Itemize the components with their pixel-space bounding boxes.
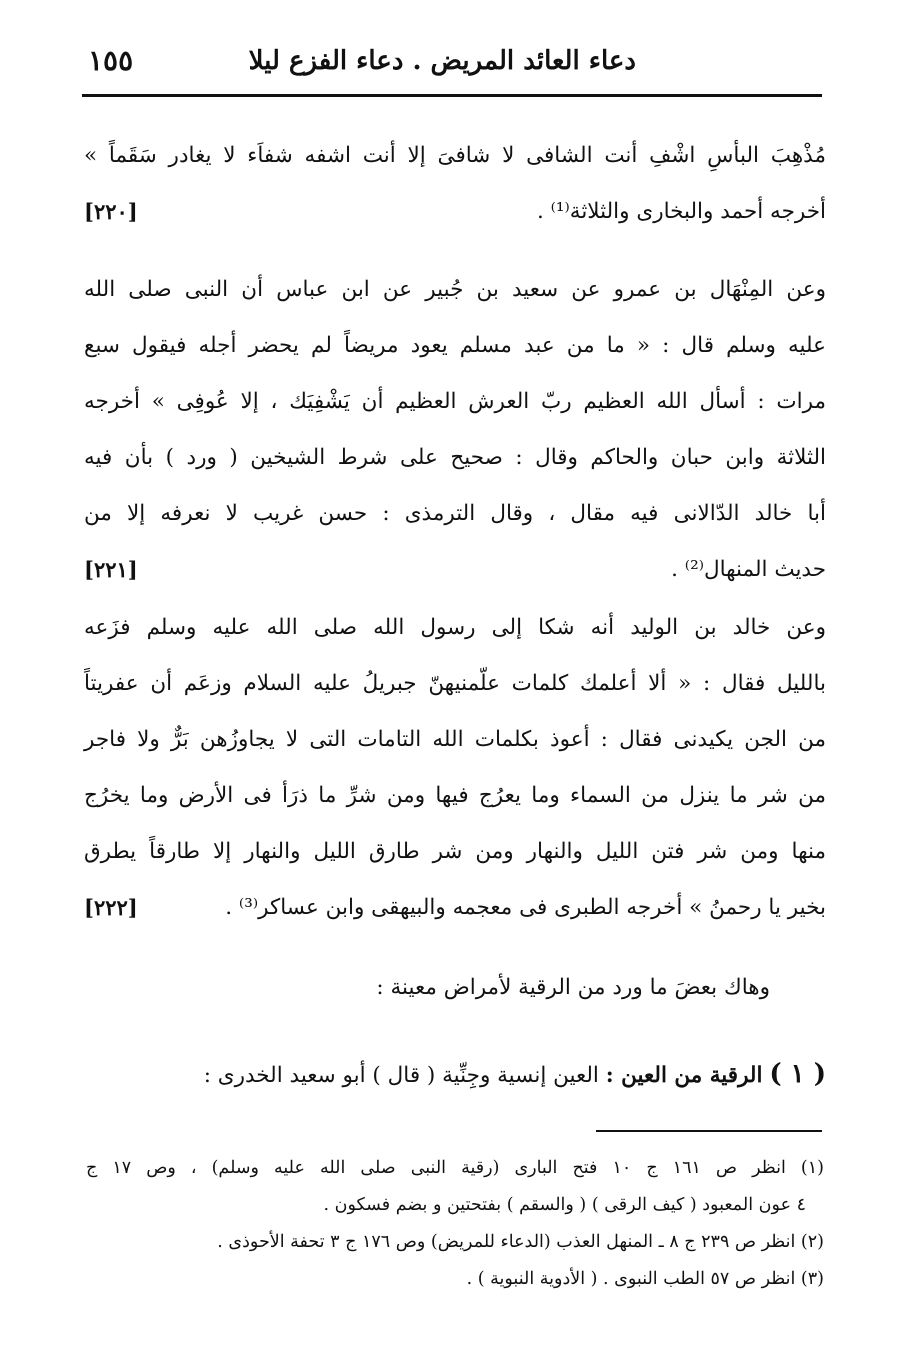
text-line: حديث المنهال⁽²⁾ .: [671, 557, 826, 582]
text-line: عليه وسلم قال : « ما من عبد مسلم يعود مريضاً لم يحضر أجله فيقول سبع: [84, 333, 826, 358]
text-line-with-ref: [84, 542, 826, 598]
text-line: أبا خالد الدّالانى فيه مقال ، وقال الترمذى : حسن غريب لا نعرفه إلا من: [84, 501, 826, 526]
text-line: منها ومن شر فتن الليل والنهار ومن شر طارق الليل والنهار إلا طارقاً يطرق: [84, 839, 826, 864]
text-line-with-ref: [84, 184, 826, 240]
section-heading: [84, 1046, 826, 1102]
footnote-line: (١) انظر ص ١٦١ ج ١٠ فتح البارى (رقية النبى صلى الله عليه وسلم) ، وص ١٧ ج: [86, 1158, 824, 1178]
section-number: ( ١ ): [769, 1059, 826, 1089]
text-line: من شر ما ينزل من السماء وما يعرُج فيها ومن شرِّ ما ذرَأ فى الأرض وما يخرُج: [84, 783, 826, 808]
hadith-number: [٢٢٢]: [84, 895, 138, 920]
hadith-number: [٢٢١]: [84, 557, 138, 582]
footnote-line: (٢) انظر ص ٢٣٩ ج ٨ ـ المنهل العذب (الدعاء للمريض) وص ١٧٦ ج ٣ تحفة الأحوذى .: [217, 1232, 824, 1252]
footnote-line: (٣) انظر ص ٥٧ الطب النبوى . ( الأدوية النبوية ) .: [466, 1269, 824, 1289]
header-rule: [82, 94, 822, 97]
text-line: بالليل فقال : « ألا أعلمك كلمات علّمنيهنّ جبريلُ عليه السلام وزعَم أن عفريتاً: [84, 671, 826, 696]
text-line: وهاك بعضَ ما ورد من الرقية لأمراض معينة :: [376, 975, 770, 1000]
page-header: [82, 42, 822, 92]
text-line: الثلاثة وابن حبان والحاكم وقال : صحيح على شرط الشيخين ( ورد ) بأن فيه: [84, 445, 826, 470]
text-line-with-ref: [84, 880, 826, 936]
footnotes: [86, 1150, 824, 1298]
paragraph-hadith-220: [84, 128, 826, 240]
text-line: مُذْهِبَ البأسِ اشْفِ أنت الشافى لا شافىَ إلا أنت اشفه شفاَء لا يغادر سَقَماً »: [84, 143, 826, 168]
running-title: دعاء العائد المريض . دعاء الفزع ليلا: [248, 46, 636, 76]
footnote-rule: [596, 1130, 822, 1132]
text-line: أخرجه أحمد والبخارى والثلاثة⁽¹⁾ .: [536, 199, 826, 224]
section-title: الرقية من العين :: [605, 1063, 763, 1088]
page-number: ١٥٥: [88, 44, 134, 77]
paragraph-hadith-221: [84, 262, 826, 598]
text-line: بخير يا رحمنُ » أخرجه الطبرى فى معجمه والبيهقى وابن عساكر⁽³⁾ .: [225, 895, 826, 920]
text-line: من الجن يكيدنى فقال : أعوذ بكلمات الله التامات التى لا يجاوزُهن بَرٌّ ولا فاجر: [84, 727, 826, 752]
section-text: العين إنسية وجِنِّية ( قال ) أبو سعيد الخدرى :: [203, 1063, 599, 1088]
footnote-line: ٤ عون المعبود ( كيف الرقى ) ( والسقم ) بفتحتين و بضم فسكون .: [323, 1195, 806, 1215]
paragraph-hadith-222: [84, 600, 826, 936]
paragraph-intro: [84, 960, 826, 1016]
text-line: وعن خالد بن الوليد أنه شكا إلى رسول الله صلى الله عليه وسلم فزَعه: [84, 615, 826, 640]
text-line: وعن المِنْهَال بن عمرو عن سعيد بن جُبير عن ابن عباس أن النبى صلى الله: [84, 277, 826, 302]
text-line: مرات : أسأل الله العظيم ربّ العرش العظيم أن يَشْفِيَك ، إلا عُوفِى » أخرجه: [84, 389, 826, 414]
hadith-number: [٢٢٠]: [84, 199, 138, 224]
